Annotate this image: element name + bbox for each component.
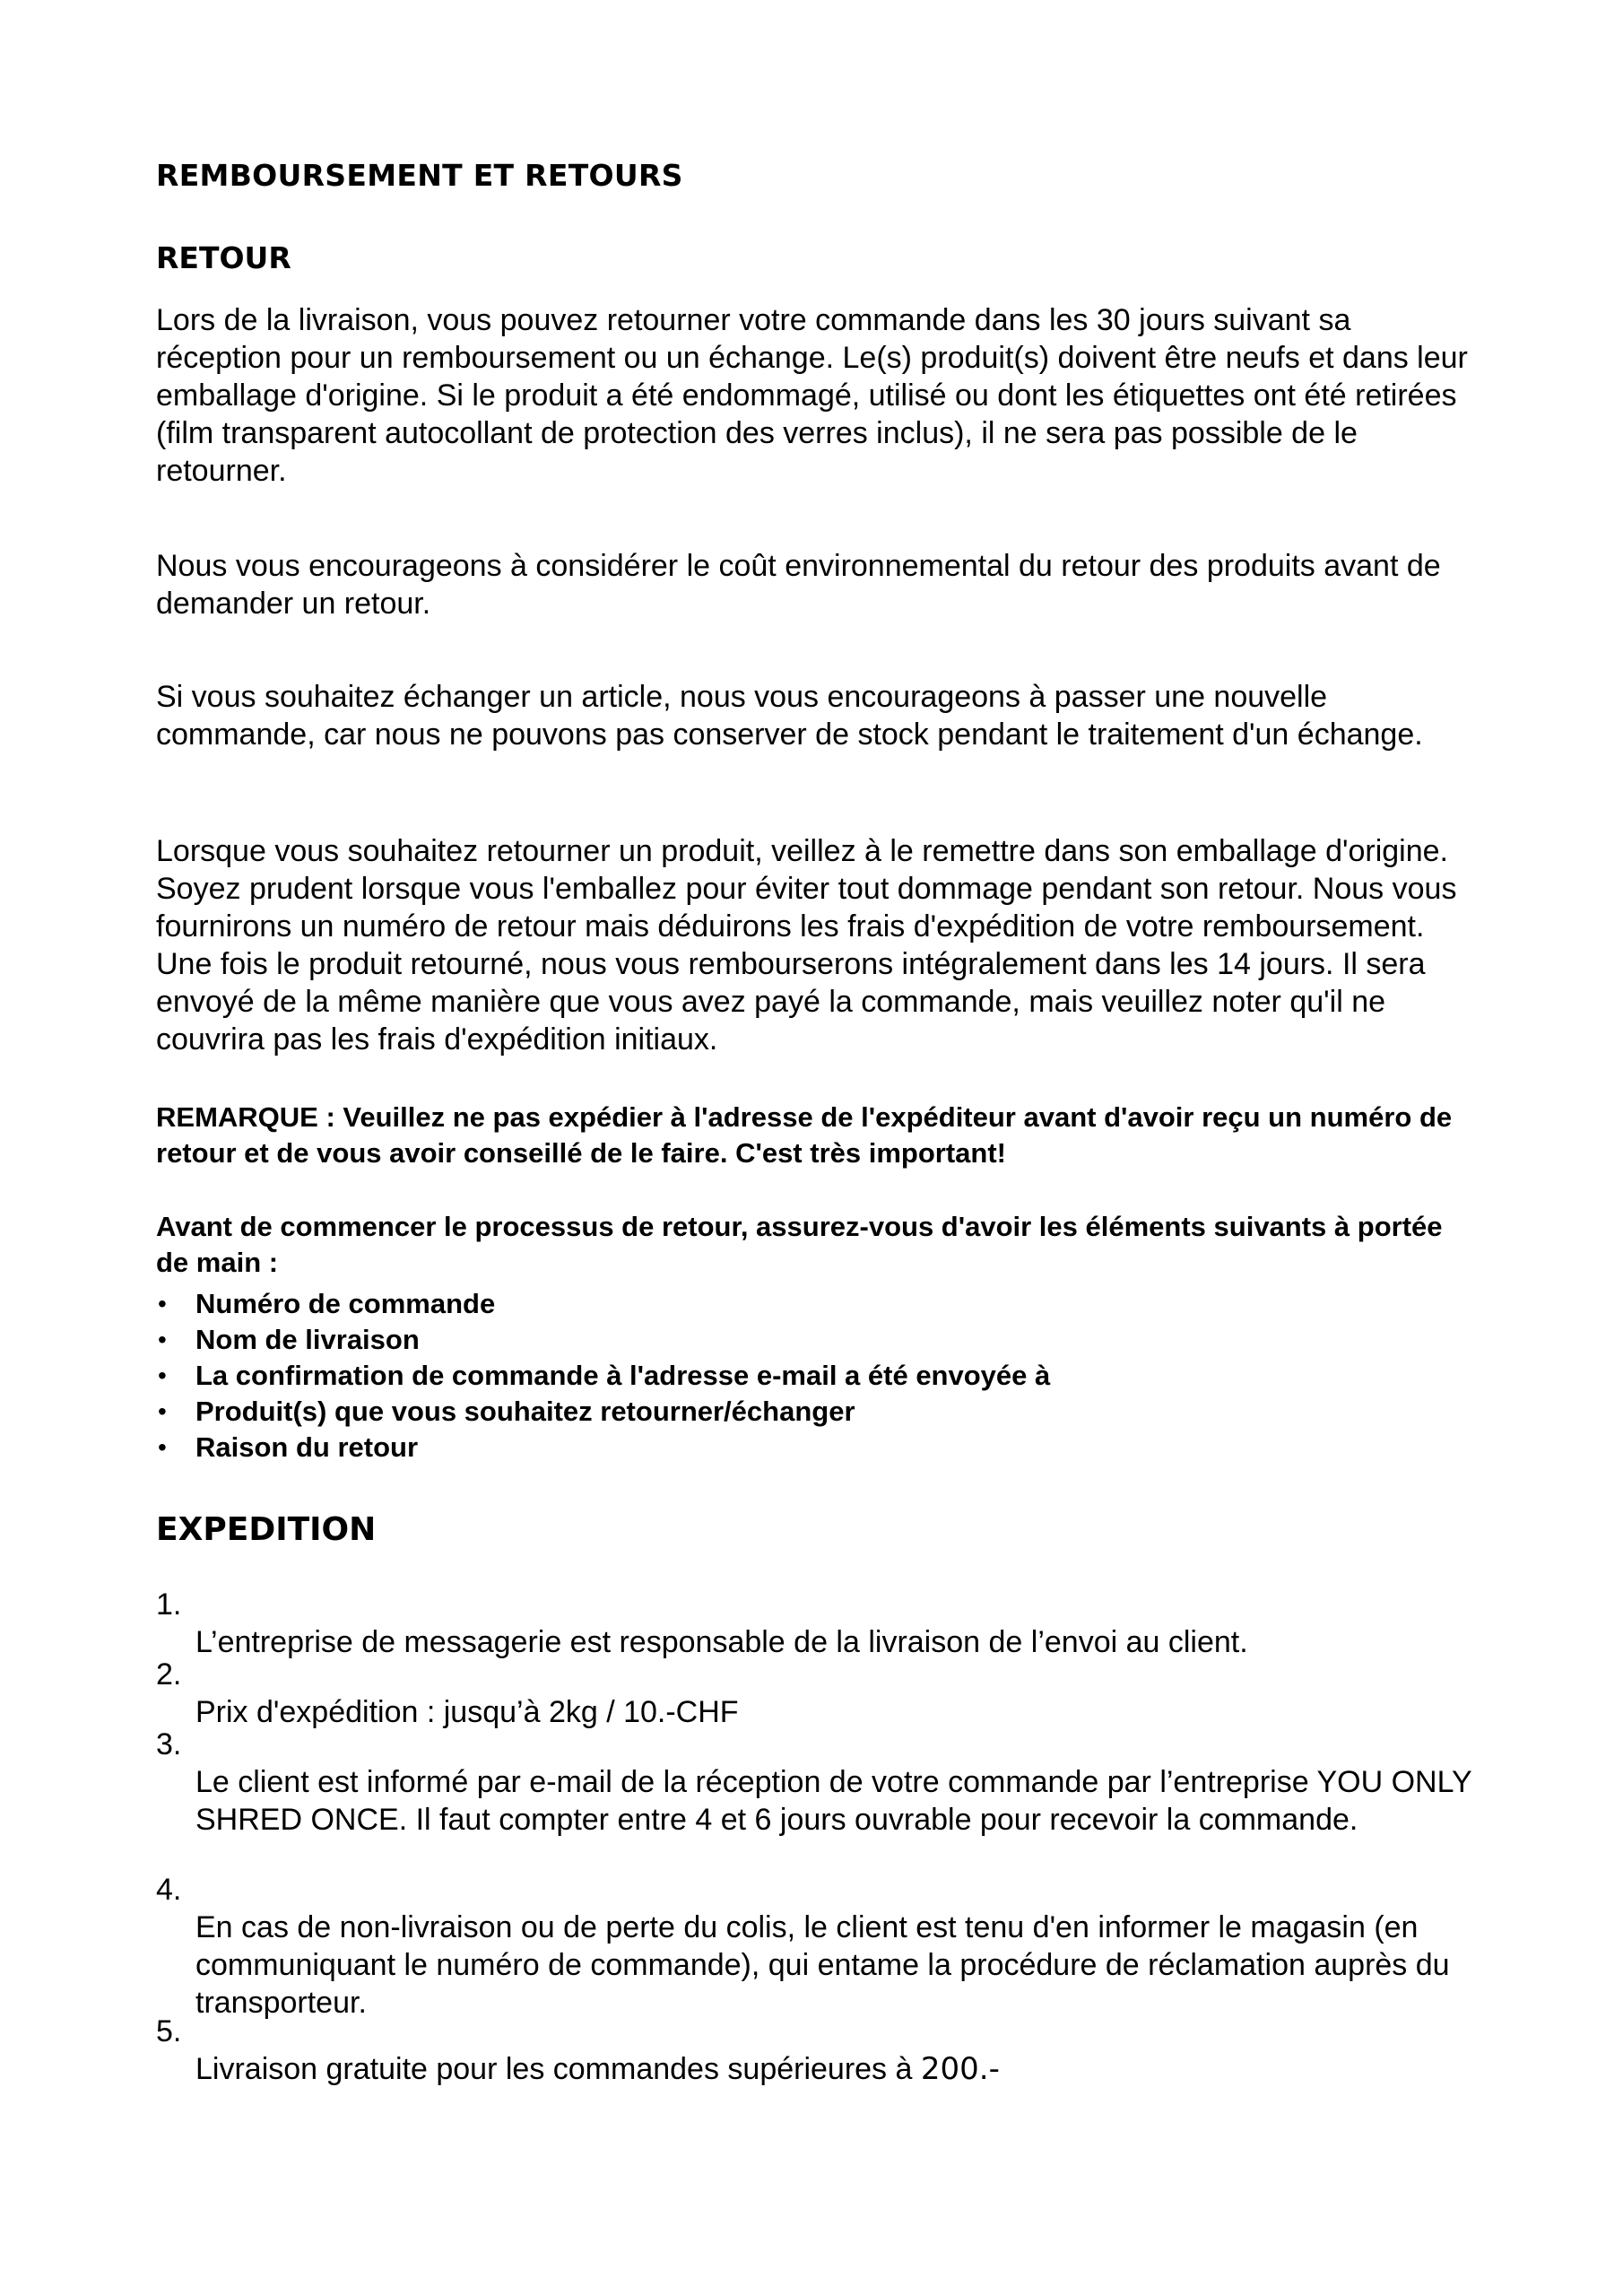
- checklist-item: [156, 1358, 1050, 1394]
- expedition-item: [156, 1656, 1501, 1731]
- remarque-note: REMARQUE : Veuillez ne pas expédier à l'adresse de l'expéditeur avant d'avoir reçu un numéro de retour et de vous avoir conseillé de le faire. C'est très important!: [156, 1101, 1453, 1169]
- paragraph-environmental-cost: Nous vous encourageons à considérer le coût environnemental du retour des produits avant de demander un retour.: [156, 549, 1441, 621]
- item-text: Prix d'expédition : jusqu’à 2kg / 10.-CHF: [195, 1695, 739, 1729]
- expedition-item: [156, 2013, 1501, 2088]
- bullet-icon: •: [158, 1397, 167, 1425]
- checklist-item: [156, 1322, 1050, 1358]
- free-shipping-threshold: 200.-: [920, 2051, 1000, 2087]
- paragraph-return-policy: Lors de la livraison, vous pouvez retourner votre commande dans les 30 jours suivant sa réception pour un remboursement ou un échange. Le(s) produit(s) doivent être neufs et dans leur emballage d'origine. Si le produit a été endommagé, utilisé ou dont les étiquettes ont été retirées (film transparent autocollant de protection des verres inclus), il ne sera pas possible de le retourner.: [156, 303, 1468, 488]
- section-heading-expedition: EXPEDITION: [156, 1511, 377, 1548]
- bullet-icon: •: [158, 1361, 167, 1389]
- checklist-item: [156, 1430, 1050, 1465]
- item-number: 1.: [156, 1587, 182, 1622]
- item-number: 5.: [156, 2014, 182, 2048]
- checklist-item: [156, 1286, 1050, 1322]
- expedition-item: [156, 1871, 1501, 2022]
- expedition-item: [156, 1586, 1501, 1661]
- bullet-icon: •: [158, 1433, 167, 1461]
- item-number: 3.: [156, 1727, 182, 1761]
- item-text: Le client est informé par e-mail de la réception de votre commande par l’entreprise YOU ONLY SHRED ONCE. Il faut compter entre 4 et 6 jours ouvrable pour recevoir la commande.: [195, 1765, 1472, 1837]
- return-checklist: [156, 1286, 1050, 1465]
- checklist-item-text: Produit(s) que vous souhaitez retourner/échanger: [195, 1396, 855, 1427]
- paragraph-return-process: Lorsque vous souhaitez retourner un produit, veillez à le remettre dans son emballage d'origine. Soyez prudent lorsque vous l'emballez pour éviter tout dommage pendant son retour. Nous vous fournirons un numéro de retour mais déduirons les frais d'expédition de votre remboursement. Une fois le produit retourné, nous vous rembourserons intégralement dans les 14 jours. Il sera envoyé de la même manière que vous avez payé la commande, mais veuillez noter qu'il ne couvrira pas les frais d'expédition initiaux.: [156, 834, 1457, 1057]
- item-number: 4.: [156, 1873, 182, 1907]
- bullet-icon: •: [158, 1326, 167, 1353]
- checklist-item: [156, 1394, 1050, 1430]
- expedition-item: [156, 1726, 1501, 1839]
- checklist-item-text: La confirmation de commande à l'adresse e-mail a été envoyée à: [195, 1360, 1051, 1391]
- item-text: Livraison gratuite pour les commandes supérieures à: [195, 2052, 921, 2086]
- item-text: En cas de non-livraison ou de perte du colis, le client est tenu d'en informer le magasin (en communiquant le numéro de commande), qui entame la procédure de réclamation auprès du transporteur.: [195, 1910, 1450, 2020]
- bullet-icon: •: [158, 1290, 167, 1318]
- checklist-intro: Avant de commencer le processus de retour, assurez-vous d'avoir les éléments suivants à portée de main :: [156, 1211, 1443, 1278]
- checklist-item-text: Nom de livraison: [195, 1324, 420, 1355]
- item-text-container: [156, 2050, 1501, 2088]
- item-number: 2.: [156, 1657, 182, 1692]
- checklist-item-text: Raison du retour: [195, 1431, 419, 1463]
- checklist-item-text: Numéro de commande: [195, 1288, 496, 1319]
- section-heading-retour: RETOUR: [156, 240, 291, 275]
- paragraph-exchange: Si vous souhaitez échanger un article, nous vous encourageons à passer une nouvelle commande, car nous ne pouvons pas conserver de stock pendant le traitement d'un échange.: [156, 680, 1423, 752]
- document-title: REMBOURSEMENT ET RETOURS: [156, 158, 683, 193]
- item-text: L’entreprise de messagerie est responsable de la livraison de l’envoi au client.: [195, 1625, 1248, 1659]
